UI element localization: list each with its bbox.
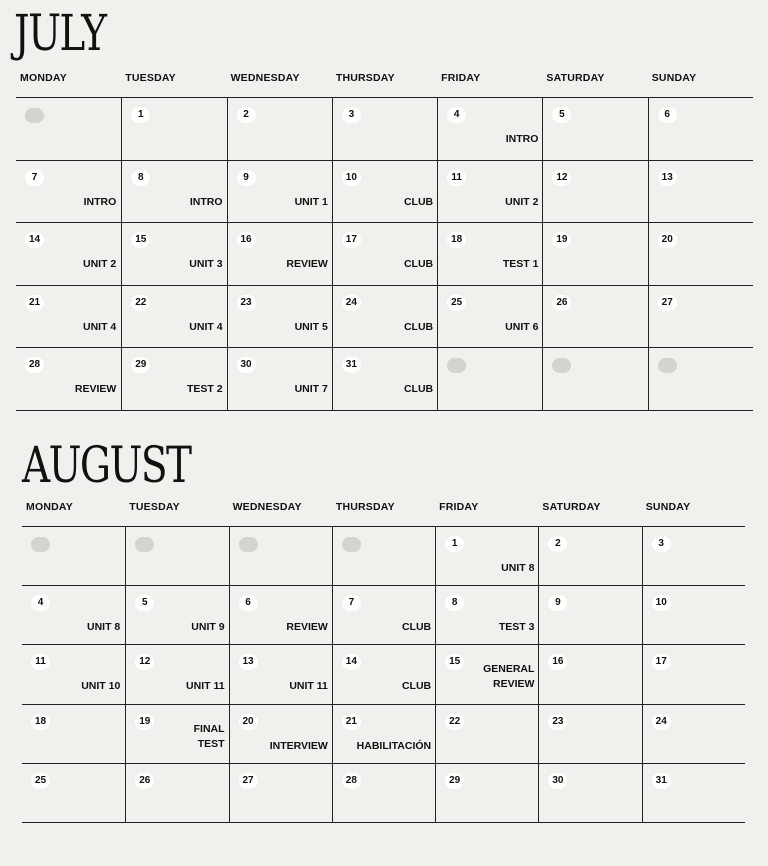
day-number: 23	[548, 714, 567, 730]
day-number: 6	[658, 107, 677, 123]
weekday-header-4: FRIDAY	[441, 72, 481, 84]
week-row	[16, 222, 753, 286]
day-number: 20	[239, 714, 258, 730]
july-title: JULY	[14, 4, 106, 62]
event-label: TEST 2	[186, 383, 223, 396]
day-cell[interactable]	[437, 161, 543, 224]
empty-day-marker	[447, 358, 466, 373]
week-row	[22, 644, 745, 704]
day-cell[interactable]	[332, 348, 438, 411]
event-label: UNIT 4	[189, 320, 223, 333]
day-number: 31	[342, 357, 361, 373]
day-number: 1	[131, 107, 150, 123]
day-cell[interactable]	[227, 98, 333, 161]
event-label: INTRO	[83, 195, 117, 208]
day-number: 18	[31, 714, 50, 730]
day-number: 29	[445, 773, 464, 789]
day-cell[interactable]	[538, 764, 642, 823]
event-label: UNIT 8	[501, 562, 535, 574]
weekday-header-3: THURSDAY	[335, 501, 395, 513]
day-number: 21	[25, 295, 44, 311]
day-cell[interactable]	[542, 223, 648, 286]
week-row	[16, 285, 753, 349]
event-label: UNIT 7	[294, 383, 328, 396]
day-number: 25	[31, 773, 50, 789]
weekday-header-0: MONDAY	[26, 501, 73, 513]
day-cell[interactable]	[22, 586, 125, 645]
day-cell[interactable]	[538, 527, 642, 586]
day-cell[interactable]	[332, 764, 436, 823]
day-cell[interactable]	[642, 705, 746, 764]
day-cell[interactable]	[16, 286, 121, 349]
day-cell[interactable]	[437, 286, 543, 349]
event-label: HABILITACIÓN	[356, 739, 432, 752]
weekday-header-0: MONDAY	[20, 72, 67, 84]
day-number: 28	[25, 357, 44, 373]
day-number: 13	[658, 170, 677, 186]
day-number: 15	[131, 232, 150, 248]
day-number: 13	[239, 654, 258, 670]
event-label: FINAL TEST	[193, 722, 225, 750]
day-number: 5	[552, 107, 571, 123]
event-label: CLUB	[403, 383, 434, 396]
day-cell[interactable]	[332, 161, 438, 224]
day-number: 8	[445, 595, 464, 611]
day-number: 4	[31, 595, 50, 611]
day-cell[interactable]	[227, 223, 333, 286]
august-grid	[22, 526, 745, 823]
day-cell[interactable]	[332, 527, 436, 586]
day-cell[interactable]	[648, 286, 754, 349]
event-label: TEST 3	[498, 621, 535, 634]
day-number: 2	[237, 107, 256, 123]
empty-day-marker	[342, 537, 361, 552]
day-number: 2	[548, 536, 567, 552]
weekday-header-3: THURSDAY	[335, 72, 395, 84]
day-number: 20	[658, 232, 677, 248]
day-cell[interactable]	[648, 161, 754, 224]
weekday-header-2: WEDNESDAY	[232, 501, 302, 513]
july-grid	[16, 97, 753, 411]
week-row	[22, 763, 745, 823]
day-number: 27	[239, 773, 258, 789]
day-cell[interactable]	[542, 98, 648, 161]
day-cell[interactable]	[538, 586, 642, 645]
day-number: 24	[342, 295, 361, 311]
day-number: 16	[237, 232, 256, 248]
day-number: 3	[652, 536, 671, 552]
event-label: CLUB	[401, 621, 432, 634]
day-cell[interactable]	[642, 764, 746, 823]
day-cell[interactable]	[22, 645, 125, 704]
day-number: 17	[652, 654, 671, 670]
day-cell[interactable]	[227, 348, 333, 411]
event-label: UNIT 4	[83, 320, 117, 333]
day-cell[interactable]	[542, 161, 648, 224]
week-row	[16, 97, 753, 161]
day-cell[interactable]	[229, 586, 333, 645]
day-cell[interactable]	[121, 161, 227, 224]
week-row	[22, 585, 745, 645]
day-number: 7	[25, 170, 44, 186]
day-number: 18	[447, 232, 466, 248]
day-cell[interactable]	[125, 645, 229, 704]
day-number: 16	[548, 654, 567, 670]
day-cell[interactable]	[125, 527, 229, 586]
day-cell[interactable]	[22, 527, 125, 586]
day-cell[interactable]	[227, 286, 333, 349]
day-cell[interactable]	[332, 98, 438, 161]
empty-day-marker	[25, 108, 44, 123]
event-label: UNIT 2	[83, 258, 117, 271]
day-number: 28	[342, 773, 361, 789]
day-number: 19	[552, 232, 571, 248]
event-label: CLUB	[403, 320, 434, 333]
day-number: 6	[239, 595, 258, 611]
day-number: 11	[447, 170, 466, 186]
day-cell[interactable]	[121, 348, 227, 411]
event-label: CLUB	[403, 195, 434, 208]
event-label: GENERAL REVIEW	[483, 663, 535, 691]
event-label: UNIT 6	[505, 320, 539, 333]
day-number: 9	[548, 595, 567, 611]
day-cell[interactable]	[16, 223, 121, 286]
day-cell[interactable]	[16, 98, 121, 161]
day-number: 9	[237, 170, 256, 186]
day-number: 31	[652, 773, 671, 789]
day-cell[interactable]	[332, 223, 438, 286]
weekday-header-6: SUNDAY	[651, 72, 697, 84]
week-row	[22, 526, 745, 586]
day-number: 4	[447, 107, 466, 123]
day-cell[interactable]	[16, 348, 121, 411]
day-number: 8	[131, 170, 150, 186]
day-number: 23	[237, 295, 256, 311]
day-cell[interactable]	[435, 645, 539, 704]
day-cell[interactable]	[121, 286, 227, 349]
day-number: 14	[25, 232, 44, 248]
event-label: INTRO	[505, 133, 539, 145]
event-label: REVIEW	[74, 383, 117, 396]
event-label: UNIT 5	[294, 320, 328, 333]
day-cell[interactable]	[229, 764, 333, 823]
event-label: UNIT 11	[186, 680, 225, 693]
day-cell[interactable]	[229, 645, 333, 704]
empty-day-marker	[239, 537, 258, 552]
day-cell[interactable]	[16, 161, 121, 224]
day-cell[interactable]	[121, 223, 227, 286]
week-row	[22, 704, 745, 764]
august-title: AUGUST	[22, 436, 191, 494]
day-cell[interactable]	[332, 645, 436, 704]
day-cell[interactable]	[542, 286, 648, 349]
day-number: 26	[135, 773, 154, 789]
day-number: 1	[445, 536, 464, 552]
day-number: 30	[548, 773, 567, 789]
event-label: UNIT 1	[294, 195, 328, 208]
empty-day-marker	[552, 358, 571, 373]
event-label: REVIEW	[286, 621, 328, 634]
day-cell[interactable]	[435, 586, 539, 645]
weekday-header-1: TUESDAY	[125, 72, 176, 84]
day-number: 22	[445, 714, 464, 730]
day-number: 3	[342, 107, 361, 123]
event-label: INTRO	[189, 195, 223, 208]
day-number: 21	[342, 714, 361, 730]
day-cell[interactable]	[538, 645, 642, 704]
day-cell[interactable]	[648, 348, 754, 411]
day-cell[interactable]	[437, 348, 543, 411]
weekday-header-1: TUESDAY	[129, 501, 180, 513]
day-cell[interactable]	[332, 586, 436, 645]
day-cell[interactable]	[435, 527, 539, 586]
weekday-header-5: SATURDAY	[546, 72, 605, 84]
day-number: 19	[135, 714, 154, 730]
empty-day-marker	[135, 537, 154, 552]
day-number: 14	[342, 654, 361, 670]
event-label: UNIT 10	[81, 680, 121, 693]
week-row	[16, 347, 753, 411]
day-cell[interactable]	[437, 223, 543, 286]
week-row	[16, 160, 753, 224]
day-cell[interactable]	[542, 348, 648, 411]
day-number: 17	[342, 232, 361, 248]
day-cell[interactable]	[125, 586, 229, 645]
event-label: UNIT 9	[191, 621, 225, 634]
day-cell[interactable]	[229, 527, 333, 586]
event-label: CLUB	[403, 258, 434, 271]
day-cell[interactable]	[22, 764, 125, 823]
day-number: 10	[652, 595, 671, 611]
day-number: 7	[342, 595, 361, 611]
day-cell[interactable]	[121, 98, 227, 161]
day-number: 24	[652, 714, 671, 730]
day-number: 10	[342, 170, 361, 186]
day-cell[interactable]	[229, 705, 333, 764]
day-cell[interactable]	[648, 98, 754, 161]
day-number: 29	[131, 357, 150, 373]
day-cell[interactable]	[538, 705, 642, 764]
event-label: UNIT 3	[189, 258, 223, 271]
event-label: UNIT 2	[505, 195, 539, 208]
event-label: CLUB	[401, 680, 432, 693]
day-number: 5	[135, 595, 154, 611]
empty-day-marker	[31, 537, 50, 552]
day-number: 15	[445, 654, 464, 670]
weekday-header-5: SATURDAY	[542, 501, 601, 513]
day-number: 22	[131, 295, 150, 311]
day-number: 12	[135, 654, 154, 670]
day-cell[interactable]	[125, 705, 229, 764]
day-cell[interactable]	[648, 223, 754, 286]
day-cell[interactable]	[332, 286, 438, 349]
empty-day-marker	[658, 358, 677, 373]
day-cell[interactable]	[332, 705, 436, 764]
weekday-header-2: WEDNESDAY	[230, 72, 300, 84]
day-cell[interactable]	[642, 586, 746, 645]
day-cell[interactable]	[435, 764, 539, 823]
day-cell[interactable]	[435, 705, 539, 764]
event-label: INTERVIEW	[269, 739, 328, 752]
day-cell[interactable]	[125, 764, 229, 823]
weekday-header-4: FRIDAY	[439, 501, 479, 513]
event-label: TEST 1	[502, 258, 539, 271]
day-number: 26	[552, 295, 571, 311]
event-label: REVIEW	[286, 258, 328, 271]
day-cell[interactable]	[22, 705, 125, 764]
event-label: UNIT 11	[289, 680, 328, 693]
day-cell[interactable]	[437, 98, 543, 161]
day-number: 27	[658, 295, 677, 311]
day-number: 11	[31, 654, 50, 670]
event-label: UNIT 8	[87, 621, 121, 634]
weekday-header-6: SUNDAY	[645, 501, 691, 513]
day-cell[interactable]	[642, 527, 746, 586]
day-number: 12	[552, 170, 571, 186]
day-cell[interactable]	[227, 161, 333, 224]
day-cell[interactable]	[642, 645, 746, 704]
day-number: 25	[447, 295, 466, 311]
day-number: 30	[237, 357, 256, 373]
